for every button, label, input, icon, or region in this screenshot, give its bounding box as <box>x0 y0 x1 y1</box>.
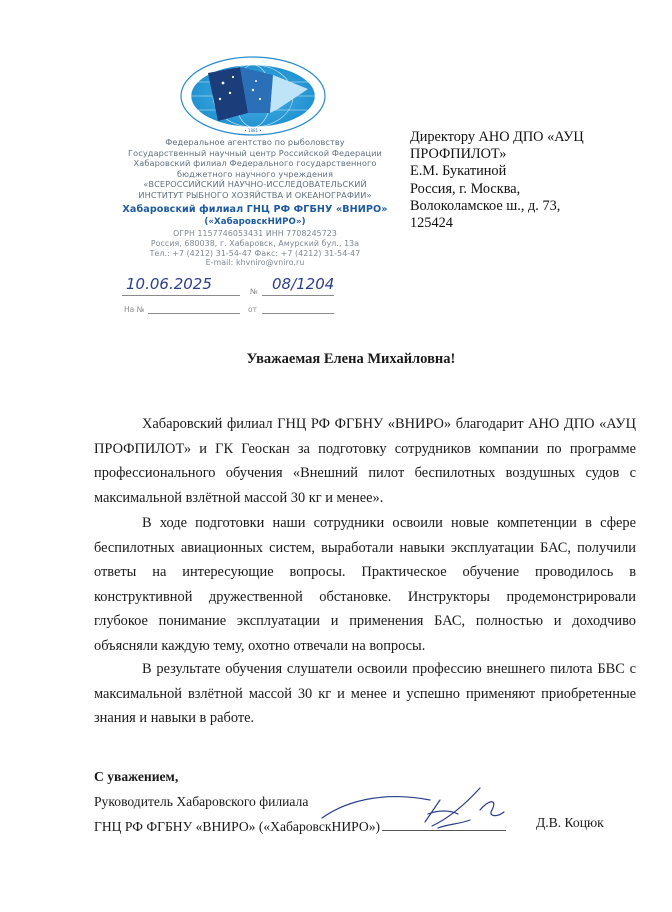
agency-line: «ВСЕРОССИЙСКИЙ НАУЧНО-ИССЛЕДОВАТЕЛЬСКИЙ <box>143 179 367 190</box>
date-handwritten: 10.06.2025 <box>126 275 212 293</box>
agency-line: ИНСТИТУТ РЫБНОГО ХОЗЯЙСТВА И ОКЕАНОГРАФИИ» <box>138 189 372 200</box>
reply-to-label: На № <box>124 305 145 314</box>
body-paragraph: В ходе подготовки наши сотрудники освоили новые компетенции в сфере беспилотных авиационных систем, выработали навыки эксплуатации БАС, получили ответы на интересующие вопросы. Практическое обучение проводилось в конструктивной дружественной обстановке. Инструкторы продемонстрировали глубокое понимание эксплуатации и применения БАС, полностью и доходчиво объясняли каждую тему, охотно отвечали на вопросы. <box>94 515 636 654</box>
agency-line: Хабаровский филиал Федерального государственного <box>133 158 377 169</box>
letterhead-agency <box>100 137 410 201</box>
closing-regards: С уважением, <box>94 769 179 784</box>
requisite-line: Тел.: +7 (4212) 31-54-47 Факс: +7 (4212) 31-54-47 <box>149 248 361 258</box>
vniro-logo-icon <box>178 55 328 137</box>
number-line <box>262 295 334 296</box>
from-label: от <box>248 305 257 314</box>
svg-text:• 1881 •: • 1881 • <box>244 128 262 133</box>
signer-position-line1: Руководитель Хабаровского филиала <box>94 794 309 809</box>
requisite-line: E-mail: khvniro@vniro.ru <box>205 258 305 268</box>
addressee-line: 125424 <box>410 215 453 232</box>
from-line <box>262 313 334 314</box>
agency-line: Федеральное агентство по рыболовству <box>165 137 345 147</box>
signer-position-line2: ГНЦ РФ ФГБНУ «ВНИРО» («ХабаровскНИРО») <box>94 819 381 834</box>
handwritten-signature-icon <box>320 780 520 840</box>
requisite-line: ОГРН 1157746053431 ИНН 7708245723 <box>173 229 337 238</box>
branch-name: Хабаровский филиал ГНЦ РФ ФГБНУ «ВНИРО» <box>122 204 388 215</box>
addressee-block <box>410 129 650 232</box>
letterhead-requisites <box>100 229 410 268</box>
body-paragraph: В результате обучения слушатели освоили профессию внешнего пилота БВС с максимальной взлётной массой 30 кг и менее и успешно применяют приобретенные знания и навыки в работе. <box>94 661 636 726</box>
agency-line: бюджетного научного учреждения <box>177 168 333 179</box>
number-handwritten: 08/1204 <box>272 275 335 293</box>
requisite-line: Россия, 680038, г. Хабаровск, Амурский бул., 13а <box>150 238 360 248</box>
branch-short-name: («ХабаровскНИРО») <box>204 217 306 227</box>
agency-line: Государственный научный центр Российской Федерации <box>128 147 382 158</box>
reply-to-line <box>148 313 240 314</box>
addressee-line: Директору АНО ДПО «АУЦ <box>410 129 584 145</box>
number-label: № <box>250 287 258 296</box>
signer-name: Д.В. Коцюк <box>536 815 604 830</box>
greeting: Уважаемая Елена Михайловна! <box>246 351 456 367</box>
addressee-line: Россия, г. Москва, <box>410 180 521 197</box>
date-line <box>122 295 240 296</box>
addressee-line: Е.М. Букатиной <box>410 163 507 180</box>
body-paragraph: Хабаровский филиал ГНЦ РФ ФГБНУ «ВНИРО» благодарит АНО ДПО «АУЦ ПРОФПИЛОТ» и ГК Геоскан за подготовку сотрудников компании по программе профессионального обучения «Внешний пилот беспилотных воздушных судов с максимальной взлётной массой 30 кг и менее». <box>94 416 636 506</box>
addressee-line: ПРОФПИЛОТ» <box>410 146 507 163</box>
addressee-line: Волоколамское ш., д. 73, <box>410 197 561 214</box>
letterhead-branch <box>100 204 410 228</box>
